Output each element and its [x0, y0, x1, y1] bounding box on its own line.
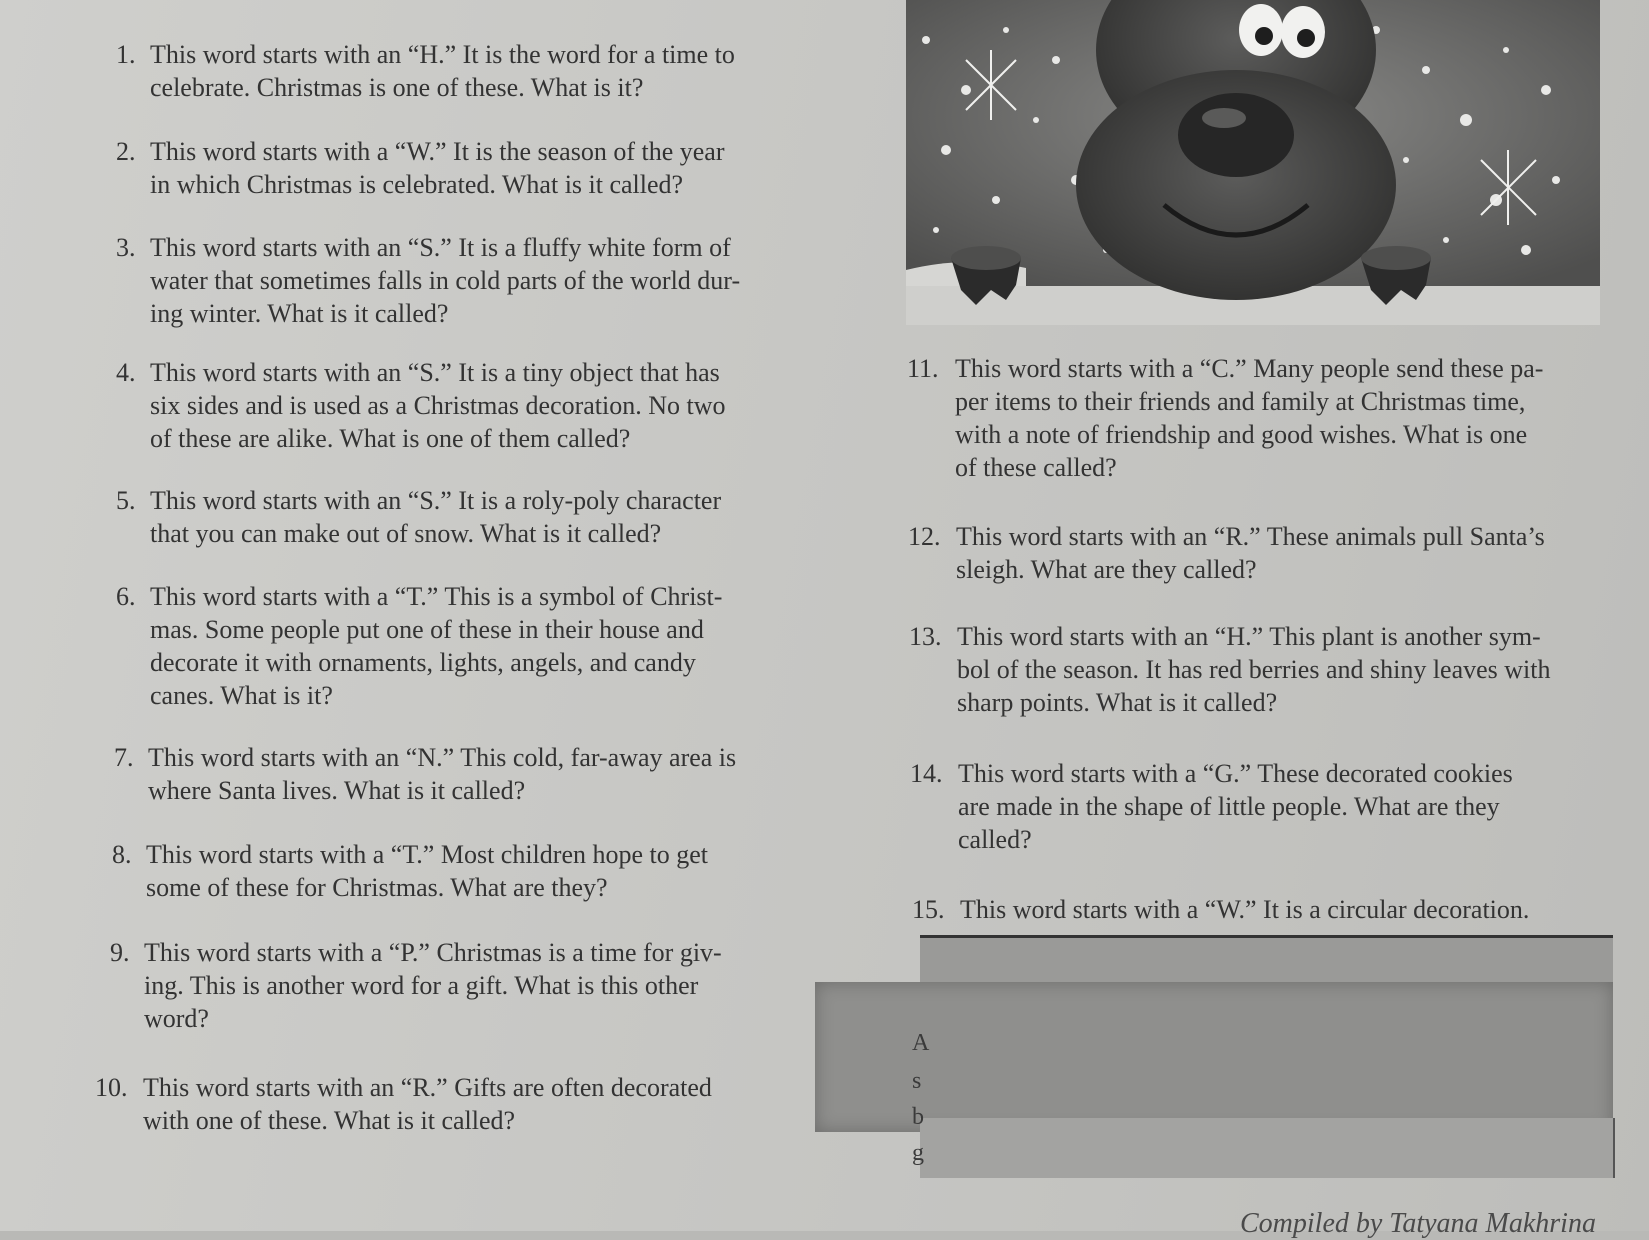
question-number: 10. — [95, 1073, 128, 1102]
question-line: decorate it with ornaments, lights, angels, and candy — [150, 648, 696, 677]
question-line: This word starts with an “S.” It is a fluffy white form of — [150, 233, 731, 262]
question-line: called? — [958, 825, 1032, 854]
question-10 — [95, 1071, 793, 1137]
question-number: 7. — [114, 743, 134, 772]
question-line: with one of these. What is it called? — [143, 1106, 516, 1135]
box-letter: s — [912, 1068, 922, 1094]
question-number: 15. — [912, 895, 945, 924]
question-number: 9. — [110, 938, 130, 967]
question-line: This word starts with an “N.” This cold, far-away area is — [148, 743, 737, 772]
question-line: canes. What is it? — [150, 681, 333, 710]
question-line: are made in the shape of little people. What are they — [958, 792, 1500, 821]
question-line: water that sometimes falls in cold parts of the world dur- — [150, 266, 741, 295]
question-3 — [116, 231, 800, 330]
question-line: This word starts with an “S.” It is a roly-poly character — [150, 486, 722, 515]
question-8 — [112, 838, 796, 904]
question-line: some of these for Christmas. What are they? — [146, 873, 608, 902]
question-2 — [116, 135, 800, 201]
question-number: 6. — [116, 582, 136, 611]
question-line: that you can make out of snow. What is it called? — [150, 519, 662, 548]
question-line: where Santa lives. What is it called? — [148, 776, 526, 805]
answer-box-bottom — [920, 1118, 1615, 1178]
question-line: This word starts with a “G.” These decorated cookies — [958, 759, 1513, 788]
question-number: 4. — [116, 358, 136, 387]
question-5 — [116, 484, 800, 550]
question-line: This word starts with a “C.” Many people send these pa- — [955, 354, 1544, 383]
question-14 — [910, 757, 1608, 856]
reindeer-illustration — [906, 0, 1600, 325]
question-number: 3. — [116, 233, 136, 262]
question-12 — [908, 520, 1606, 586]
question-line: sharp points. What is it called? — [957, 688, 1278, 717]
question-number: 11. — [907, 354, 939, 383]
box-letter: g — [912, 1140, 924, 1166]
question-line: mas. Some people put one of these in their house and — [150, 615, 704, 644]
question-line: bol of the season. It has red berries and shiny leaves with — [957, 655, 1551, 684]
question-line: word? — [144, 1004, 209, 1033]
question-15 — [912, 893, 1610, 926]
question-line: This word starts with a “W.” It is the season of the year — [150, 137, 725, 166]
question-number: 13. — [909, 622, 942, 651]
question-line: ing. This is another word for a gift. What is this other — [144, 971, 699, 1000]
box-letter: A — [912, 1030, 930, 1056]
question-line: This word starts with an “H.” This plant is another sym- — [957, 622, 1541, 651]
question-line: This word starts with an “S.” It is a tiny object that has — [150, 358, 720, 387]
question-line: of these are alike. What is one of them called? — [150, 424, 631, 453]
question-6 — [116, 580, 800, 712]
question-11 — [907, 352, 1605, 484]
question-line: sleigh. What are they called? — [956, 555, 1257, 584]
question-number: 2. — [116, 137, 136, 166]
question-line: This word starts with an “H.” It is the word for a time to — [150, 40, 735, 69]
question-line: with a note of friendship and good wishes. What is one — [955, 420, 1528, 449]
box-letter: b — [912, 1104, 924, 1130]
question-line: This word starts with a “P.” Christmas is a time for giv- — [144, 938, 722, 967]
question-line: celebrate. Christmas is one of these. What is it? — [150, 73, 644, 102]
question-line: ing winter. What is it called? — [150, 299, 449, 328]
question-9 — [110, 936, 794, 1035]
answer-box — [815, 982, 1613, 1132]
question-13 — [909, 620, 1607, 719]
compiled-by-footer: Compiled by Tatyana Makhrina — [1240, 1208, 1596, 1239]
question-line: per items to their friends and family at Christmas time, — [955, 387, 1526, 416]
question-1 — [116, 38, 800, 104]
reindeer-image — [906, 0, 1600, 325]
question-number: 8. — [112, 840, 132, 869]
question-number: 12. — [908, 522, 941, 551]
question-number: 1. — [116, 40, 136, 69]
question-line: This word starts with a “T.” Most children hope to get — [146, 840, 709, 869]
question-line: This word starts with a “W.” It is a circular decoration. — [960, 895, 1530, 924]
question-number: 14. — [910, 759, 943, 788]
question-line: six sides and is used as a Christmas decoration. No two — [150, 391, 726, 420]
question-line: This word starts with an “R.” These animals pull Santa’s — [956, 522, 1545, 551]
question-line: This word starts with a “T.” This is a symbol of Christ- — [150, 582, 723, 611]
question-line: This word starts with an “R.” Gifts are often decorated — [143, 1073, 712, 1102]
question-4 — [116, 356, 800, 455]
question-line: of these called? — [955, 453, 1117, 482]
question-7 — [114, 741, 798, 807]
question-line: in which Christmas is celebrated. What is it called? — [150, 170, 684, 199]
question-number: 5. — [116, 486, 136, 515]
